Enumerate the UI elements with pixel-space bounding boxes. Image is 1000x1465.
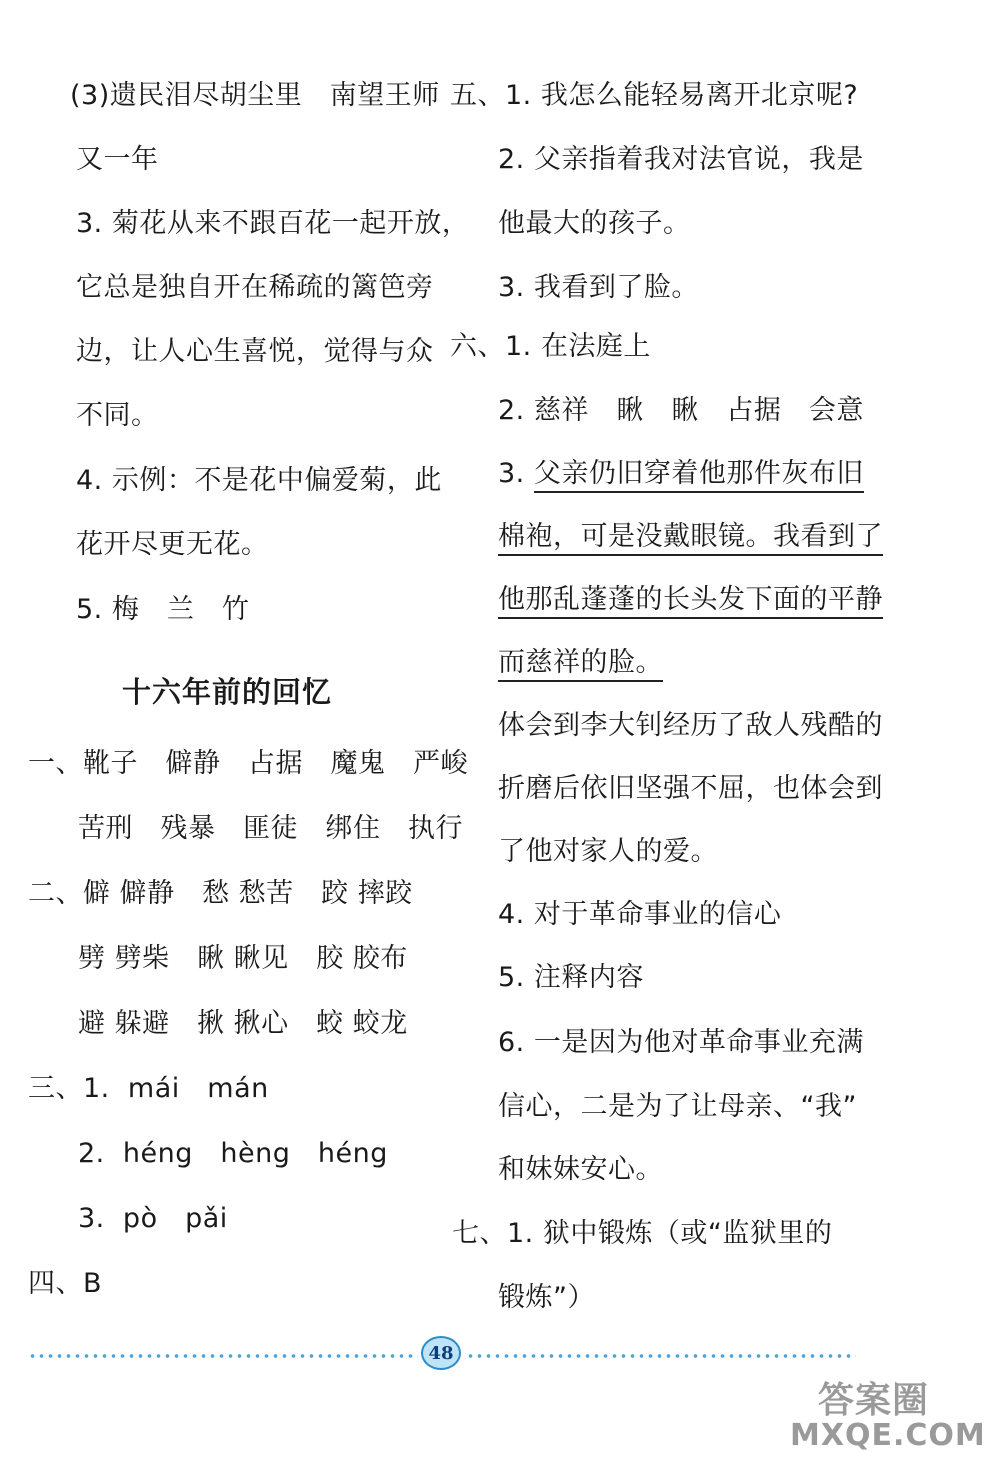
answer-line: 苦刑 残暴 匪徒 绑住 执行 xyxy=(78,813,463,844)
answer-line: 4. 示例：不是花中偏爱菊，此 xyxy=(76,465,442,496)
answer-line: 五、1. 我怎么能轻易离开北京呢? xyxy=(450,80,859,111)
answer-line: 和妹妹安心。 xyxy=(498,1154,663,1185)
answer-line: 他最大的孩子。 xyxy=(498,208,691,239)
answer-line: 2. 慈祥 瞅 瞅 占据 会意 xyxy=(498,395,864,426)
dotted-divider-right xyxy=(466,1353,856,1359)
watermark-logo: 答案圈 xyxy=(818,1380,930,1421)
answer-line: 劈 劈柴 瞅 瞅见 胶 胶布 xyxy=(78,943,408,974)
dotted-divider-left xyxy=(28,1353,418,1359)
answer-line: 三、1. mái mán xyxy=(28,1073,269,1104)
answer-line: 六、1. 在法庭上 xyxy=(450,331,651,362)
answer-line: 3. 我看到了脸。 xyxy=(498,272,699,303)
answer-line: 体会到李大钊经历了敌人残酷的 xyxy=(498,710,883,741)
answer-line xyxy=(498,582,883,618)
answer-line: 它总是独自开在稀疏的篱笆旁 xyxy=(76,272,434,303)
answer-line: 一、靴子 僻静 占据 魔鬼 严峻 xyxy=(28,748,468,779)
page-number: 48 xyxy=(421,1336,461,1370)
answer-line: 2. héng hèng héng xyxy=(78,1138,388,1169)
answer-line: 3. 菊花从来不跟百花一起开放， xyxy=(76,208,470,239)
underlined-answer: 棉袍，可是没戴眼镜。我看到了 xyxy=(498,521,883,556)
answer-line: 四、B xyxy=(28,1268,103,1299)
answer-line: 不同。 xyxy=(76,400,159,431)
answer-line xyxy=(498,519,883,555)
watermark-url: MXQE.COM xyxy=(790,1418,986,1453)
answer-number: 3. xyxy=(498,458,534,489)
answer-line: 4. 对于革命事业的信心 xyxy=(498,899,782,930)
answer-line: 信心，二是为了让母亲、“我” xyxy=(498,1091,857,1122)
page-footer xyxy=(28,1336,856,1372)
answer-line xyxy=(498,645,663,681)
answer-line: 避 躲避 揪 揪心 蛟 蛟龙 xyxy=(78,1008,408,1039)
answer-line: 七、1. 狱中锻炼（或“监狱里的 xyxy=(452,1218,833,1249)
underlined-answer: 而慈祥的脸。 xyxy=(498,647,663,682)
underlined-answer: 父亲仍旧穿着他那件灰布旧 xyxy=(534,458,864,493)
answer-line: 二、僻 僻静 愁 愁苦 跤 摔跤 xyxy=(28,878,413,909)
answer-line: 5. 梅 兰 竹 xyxy=(76,594,250,625)
answer-line: (3)遗民泪尽胡尘里 南望王师 xyxy=(70,80,440,111)
answer-line xyxy=(498,456,864,492)
answer-line: 5. 注释内容 xyxy=(498,962,644,993)
answer-line: 又一年 xyxy=(76,144,159,175)
answer-line: 了他对家人的爱。 xyxy=(498,836,718,867)
section-title: 十六年前的回忆 xyxy=(122,675,333,709)
answer-line: 6. 一是因为他对革命事业充满 xyxy=(498,1027,864,1058)
answer-line: 折磨后依旧坚强不屈，也体会到 xyxy=(498,773,883,804)
answer-line: 2. 父亲指着我对法官说，我是 xyxy=(498,144,864,175)
answer-line: 3. pò pǎi xyxy=(78,1203,228,1234)
underlined-answer: 他那乱蓬蓬的长头发下面的平静 xyxy=(498,584,883,619)
answer-line: 花开尽更无花。 xyxy=(76,529,269,560)
answer-line: 边，让人心生喜悦，觉得与众 xyxy=(76,336,434,367)
answer-line: 锻炼”） xyxy=(498,1282,595,1313)
